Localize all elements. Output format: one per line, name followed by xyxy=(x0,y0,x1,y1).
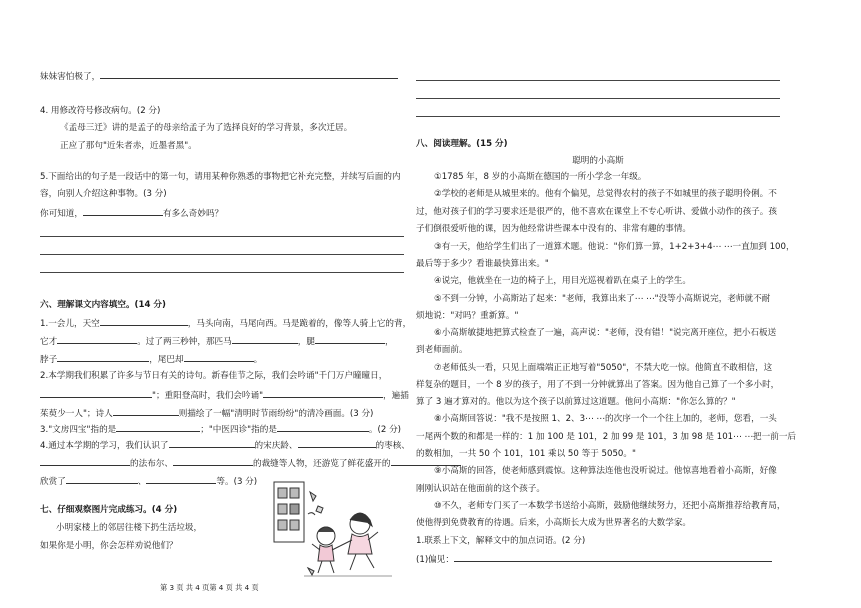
writing-line[interactable] xyxy=(416,116,780,117)
answer-blank[interactable] xyxy=(277,422,369,432)
section-7-line-2: 如果你是小明，你会怎样劝说他们？ xyxy=(40,541,178,551)
story-paragraph: ②学校的老师是从城里来的。他有个偏见，总觉得农村的孩子不如城里的孩子聪明伶俐。不 xyxy=(434,189,777,199)
section-6-line xyxy=(40,388,409,402)
text: 等。(3 分) xyxy=(216,477,258,487)
section-7-title: 七、仔细观察图片完成练习。(4 分) xyxy=(40,505,178,515)
answer-blank[interactable] xyxy=(263,388,383,398)
answer-blank[interactable] xyxy=(173,456,253,466)
story-paragraph: 最后等于多少？看谁最快算出来。" xyxy=(416,259,549,269)
section-7-line-1: 小明家楼上的邻居往楼下扔生活垃圾， xyxy=(56,523,203,533)
prompt-text: 有多么奇妙吗？ xyxy=(162,209,224,219)
text: "；重阳登高时，我们会吟诵" xyxy=(152,391,264,401)
reading-question-1-1 xyxy=(416,552,772,566)
text: 脖子 xyxy=(40,355,58,365)
section-6-line xyxy=(40,316,411,330)
writing-line[interactable] xyxy=(416,80,780,81)
story-paragraph: 过，他对孩子们的学习要求还是很严的，他不喜欢在课堂上不专心听讲、爱做小动作的孩子。孩 xyxy=(416,207,777,217)
answer-blank[interactable] xyxy=(57,352,149,362)
text: 的法布尔、 xyxy=(130,459,173,469)
answer-blank[interactable] xyxy=(116,422,200,432)
text: 。过了两三秒钟，那匹马 xyxy=(137,337,232,347)
story-paragraph: ⑤不到一分钟，小高斯站了起来："老师，我算出来了⋯ ⋯"没等小高斯说完，老师就不耐 xyxy=(434,294,771,304)
answer-blank[interactable] xyxy=(169,438,255,448)
answer-blank[interactable] xyxy=(100,316,188,326)
story-paragraph: 的数相加，一共 50 个 101，101 乘以 50 等于 5050。" xyxy=(416,449,636,459)
question-5-line-1: 5.下面给出的句子是一段话中的第一句，请用某种你熟悉的事物把它补充完整，并续写后面的内 xyxy=(40,172,401,182)
answer-blank[interactable] xyxy=(184,352,254,362)
section-6-title: 六、理解课文内容填空。(14 分) xyxy=(40,300,166,310)
story-paragraph: 一尾两个数的和都是一样的：1 加 100 是 101，2 加 99 是 101，3 加 98 是 101⋯ ⋯把一前一后 xyxy=(416,432,797,442)
story-paragraph: 样复杂的题目，一个 8 岁的孩子，用了不到一分钟就算出了答案。因为他自己算了一个多小时， xyxy=(416,380,780,390)
writing-line[interactable] xyxy=(416,98,780,99)
section-6-line xyxy=(40,456,461,470)
story-paragraph: ⑥小高斯敏捷地把算式检查了一遍，高声说："老师，没有错！"说完离开座位，把小石板送 xyxy=(434,328,777,338)
section-6-line xyxy=(40,438,410,452)
story-paragraph: ①1785 年，8 岁的小高斯在德国的一所小学念一年级。 xyxy=(434,172,647,182)
text: 欣赏了 xyxy=(40,477,66,487)
text: 1.一会儿，天空 xyxy=(40,319,100,329)
answer-blank[interactable] xyxy=(66,474,138,484)
answer-blank[interactable] xyxy=(40,456,130,466)
story-paragraph: ⑨小高斯的回答，使老师感到震惊。这种算法连他也没听说过。他惊喜地看着小高斯，好像 xyxy=(434,466,777,476)
answer-blank[interactable] xyxy=(113,406,179,416)
answer-prompt-line xyxy=(40,69,398,83)
answer-blank[interactable] xyxy=(57,334,137,344)
reading-question-1: 1.联系上下文，解释文中的加点词语。(2 分) xyxy=(416,536,586,546)
text: 。(2 分) xyxy=(368,425,402,435)
answer-blank[interactable] xyxy=(83,206,163,216)
section-6-line xyxy=(40,474,257,488)
section-6-line: 2.本学期我们积累了许多与节日有关的诗句。新春佳节之际，我们会吟诵"千门万户曈曈日， xyxy=(40,371,388,381)
story-paragraph: ⑦老师低头一看，只见上面端端正正地写着"5050"，不禁大吃一惊。他简直不敢相信，这 xyxy=(434,363,773,373)
text: 的裁缝等人物，还游览了鲜花盛开的 xyxy=(252,459,391,469)
story-paragraph: 使他得到免费教育的待遇。后来，小高斯长大成为世界著名的大数学家。 xyxy=(416,518,692,528)
writing-line[interactable] xyxy=(40,272,404,273)
writing-line[interactable] xyxy=(40,254,404,255)
answer-blank[interactable] xyxy=(232,334,298,344)
text: (1)偏见： xyxy=(416,555,454,565)
answer-blank[interactable] xyxy=(146,474,216,484)
text: ，马头向南，马尾向西。马是跪着的，像等人骑上它的背， xyxy=(187,319,412,329)
text: ，尾巴却 xyxy=(149,355,184,365)
prompt-text: 妹妹害怕极了， xyxy=(40,72,101,82)
answer-blank[interactable] xyxy=(100,69,398,79)
story-paragraph: 烦地说："对吗？重新算。" xyxy=(416,311,519,321)
text: 、 xyxy=(137,477,147,487)
text: ， xyxy=(384,337,394,347)
story-paragraph: 子们倒很爱听他的课，因为他经常讲些课本中没有的、非常有趣的事情。 xyxy=(416,224,692,234)
question-4-sentence-2: 正应了那句"近朱者赤，近墨者黑"。 xyxy=(60,141,197,151)
section-6-line xyxy=(40,352,262,366)
question-4-title: 4. 用修改符号修改病句。(2 分) xyxy=(40,106,161,116)
question-5-line-3 xyxy=(40,206,223,220)
story-paragraph: 算了 3 遍才算对的。他以为这个孩子以前算过这道题。他问小高斯："你怎么算的？" xyxy=(416,397,736,407)
answer-blank[interactable] xyxy=(315,334,385,344)
page-footer: 第 3 页 共 4 页第 4 页 共 4 页 xyxy=(160,583,259,592)
answer-blank[interactable] xyxy=(454,552,772,562)
story-paragraph: ④说完，他就坐在一边的椅子上，用目光巡视着趴在桌子上的学生。 xyxy=(434,276,691,286)
text: 它才 xyxy=(40,337,58,347)
text: 3."文房四宝"指的是 xyxy=(40,425,117,435)
text: 茱萸少一人"；诗人 xyxy=(40,409,113,419)
answer-blank[interactable] xyxy=(298,438,376,448)
text: ，腿 xyxy=(297,337,315,347)
story-paragraph: 刚刚认识站在他面前的这个孩子。 xyxy=(416,484,545,494)
text: ，遍插 xyxy=(383,391,409,401)
story-paragraph: 到老师面前。 xyxy=(416,345,468,355)
text: 的宋庆龄、 xyxy=(254,441,298,451)
text: 。 xyxy=(253,355,263,365)
story-paragraph: ③有一天，他给学生们出了一道算术题。他说："你们算一算，1+2+3+4⋯ ⋯一直加到 100， xyxy=(434,242,795,252)
text: 的枣核、 xyxy=(375,441,410,451)
writing-line[interactable] xyxy=(40,236,404,237)
question-5-line-2: 容，向别人介绍这种事物。(3 分) xyxy=(40,189,167,199)
illustration-children-garbage xyxy=(268,480,396,584)
story-paragraph: ⑧小高斯回答说："我不是按照 1、2、3⋯ ⋯的次序一个一个往上加的，老师，您看，一头 xyxy=(434,414,777,424)
section-8-title: 八、阅读理解。(15 分) xyxy=(416,139,508,149)
text: 4.通过本学期的学习，我们认识了 xyxy=(40,441,169,451)
story-title: 聪明的小高斯 xyxy=(572,156,624,166)
story-paragraph: ⑩不久，老师专门买了一本数学书送给小高斯，鼓励他继续努力，还把小高斯推荐给教育局， xyxy=(434,501,786,511)
section-6-line xyxy=(40,406,373,420)
question-4-sentence-1: 《孟母三迁》讲的是孟子的母亲给孟子为了选择良好的学习背景，多次迁居。 xyxy=(60,123,353,133)
answer-blank[interactable] xyxy=(40,388,152,398)
text: 则描绘了一幅"清明时节雨纷纷"的清冷画面。(3 分) xyxy=(178,409,374,419)
prompt-text: 你可知道， xyxy=(40,209,83,219)
text: ；"中医四诊"指的是 xyxy=(200,425,277,435)
section-6-line xyxy=(40,422,401,436)
section-6-line xyxy=(40,334,394,348)
